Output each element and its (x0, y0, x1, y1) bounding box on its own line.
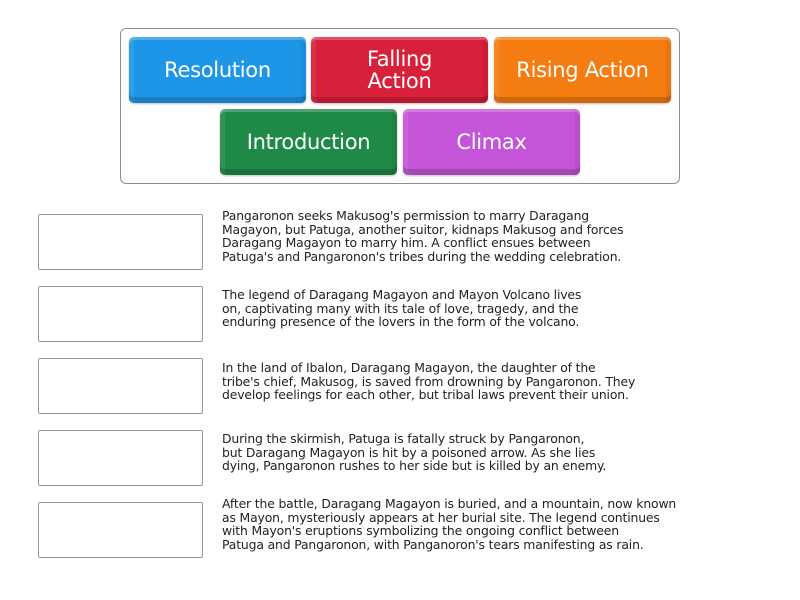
description-line: Pangaronon seeks Makusog's permission to marry Daragang (222, 208, 589, 223)
description-line: Magayon, but Patuga, another suitor, kidnaps Makusog and forces (222, 221, 624, 237)
description-line: Daragang Magayon to marry him. A conflict ensues between (222, 235, 591, 251)
tile-bank (120, 28, 680, 184)
tile-climax[interactable] (403, 109, 580, 175)
description-line: The legend of Daragang Magayon and Mayon Volcano lives (222, 287, 582, 302)
description-line: During the skirmish, Patuga is fatally struck by Pangaronon, (222, 431, 585, 446)
tile-resolution[interactable] (129, 37, 306, 103)
tile-falling-action[interactable] (311, 37, 488, 103)
description-line: with Mayon's eruptions symbolizing the ongoing conflict between (222, 523, 619, 539)
description-line: as Mayon, mysteriously appears at her burial site. The legend continues (222, 509, 660, 525)
event-description-2 (222, 288, 782, 329)
description-line: Patuga's and Pangaronon's tribes during the wedding celebration. (222, 248, 622, 264)
tile-introduction[interactable] (220, 109, 397, 175)
tile-label: Introduction (246, 130, 371, 154)
event-description-3 (222, 361, 782, 402)
description-line: enduring presence of the lovers in the form of the volcano. (222, 314, 580, 330)
description-line: In the land of Ibalon, Daragang Magayon, the daughter of the (222, 360, 596, 375)
tile-label-line-1: Falling (366, 47, 433, 71)
tile-rising-action[interactable] (494, 37, 671, 103)
answer-drop-box-3[interactable] (38, 358, 203, 414)
description-line: tribe's chief, Makusog, is saved from drowning by Pangaronon. They (222, 373, 636, 389)
description-line: develop feelings for each other, but tribal laws prevent their union. (222, 387, 629, 403)
tile-label: Climax (456, 130, 527, 154)
description-line: dying, Pangaronon rushes to her side but is killed by an enemy. (222, 458, 607, 474)
answer-drop-box-1[interactable] (38, 214, 203, 270)
event-description-1 (222, 209, 782, 263)
tile-label: Resolution (164, 58, 271, 82)
event-description-5 (222, 497, 782, 551)
description-line: Patuga and Pangaronon, with Panganoron's tears manifesting as rain. (222, 536, 644, 552)
answer-drop-box-5[interactable] (38, 502, 203, 558)
description-line: but Daragang Magayon is hit by a poisoned arrow. As she lies (222, 444, 596, 460)
event-description-4 (222, 432, 782, 473)
answer-drop-box-2[interactable] (38, 286, 203, 342)
answer-drop-box-4[interactable] (38, 430, 203, 486)
tile-label: Rising Action (516, 58, 649, 82)
tile-label-line-2: Action (367, 69, 432, 93)
description-line: on, captivating many with its tale of love, tragedy, and the (222, 300, 579, 316)
description-line: After the battle, Daragang Magayon is buried, and a mountain, now known (222, 496, 677, 511)
